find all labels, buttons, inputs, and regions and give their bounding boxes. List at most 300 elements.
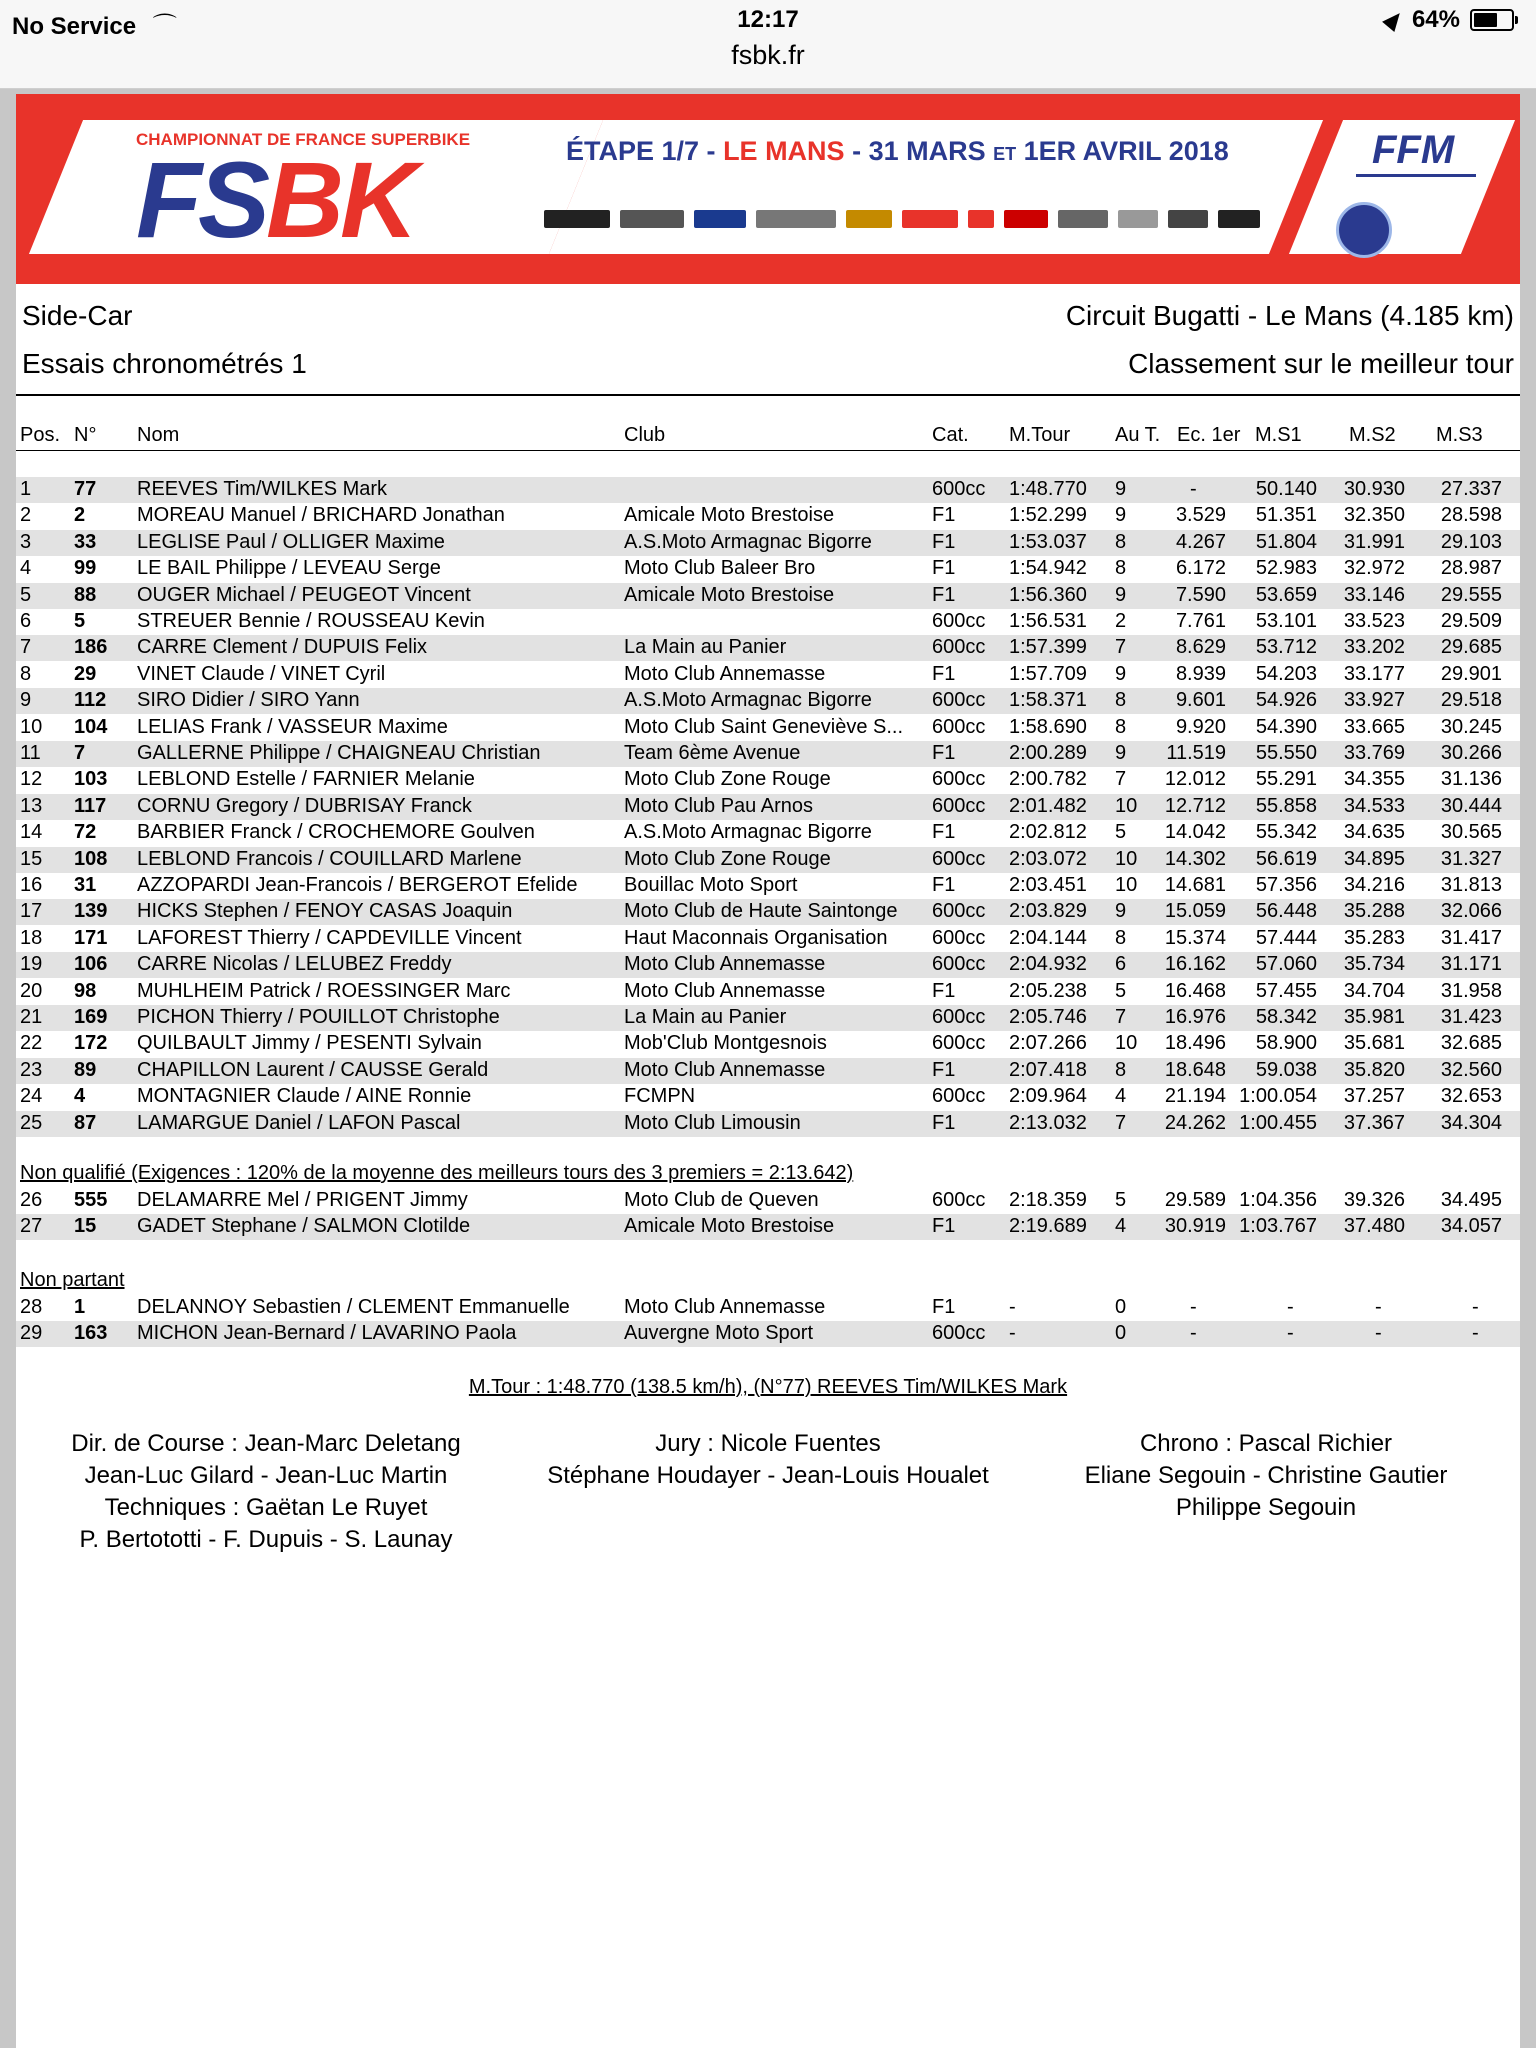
cell-cat: F1 <box>932 821 956 844</box>
cell-pos: 15 <box>20 847 43 870</box>
cell-ms2: 39.326 <box>1343 1189 1405 1211</box>
cell-aut: 5 <box>1115 1189 1127 1211</box>
sponsor-logo <box>1218 210 1260 228</box>
col-gap: Ec. 1er <box>1177 424 1241 446</box>
cell-nom: CARRE Clement / DUPUIS Felix <box>137 636 428 659</box>
sponsor-logo <box>902 210 958 228</box>
cell-mtour: 1:53.037 <box>1009 530 1087 553</box>
cell-pos: 7 <box>20 636 32 659</box>
cell-mtour: 2:03.829 <box>1009 900 1087 923</box>
table-row <box>16 1058 1520 1084</box>
cell-n: 31 <box>74 874 97 896</box>
official-line: Philippe Segouin <box>1175 1494 1357 1521</box>
cell-aut: 4 <box>1115 1215 1127 1238</box>
cell-club: A.S.Moto Armagnac Bigorre <box>624 689 872 712</box>
cell-cat: 600cc <box>932 610 986 632</box>
cell-ms3: 29.103 <box>1440 530 1502 553</box>
cell-aut: 7 <box>1115 768 1127 791</box>
cell-ms1: 59.038 <box>1255 1058 1317 1081</box>
cell-ec: 9.920 <box>1175 715 1226 738</box>
cell-aut: 9 <box>1115 900 1127 923</box>
cell-nom: GALLERNE Philippe / CHAIGNEAU Christian <box>137 742 541 764</box>
cell-nom: CARRE Nicolas / LELUBEZ Freddy <box>137 953 452 976</box>
cell-club: Moto Club Zone Rouge <box>624 847 831 870</box>
cell-ms3: - <box>1472 1296 1479 1318</box>
cell-pos: 4 <box>20 557 32 580</box>
sponsor-logo <box>1168 210 1208 228</box>
cell-cat: F1 <box>932 557 956 580</box>
cell-mtour: 2:01.482 <box>1009 794 1087 817</box>
cell-ec: - <box>1190 1322 1197 1345</box>
status-right <box>1386 6 1514 34</box>
cell-mtour: - <box>1009 1296 1016 1318</box>
table-row <box>16 609 1520 635</box>
cell-n: 555 <box>74 1189 108 1211</box>
sponsor-logo <box>620 210 684 228</box>
cell-ms3: 34.304 <box>1440 1111 1502 1134</box>
cell-mtour: 2:07.266 <box>1009 1032 1087 1055</box>
cell-pos: 14 <box>20 821 43 844</box>
cell-n: 72 <box>74 821 97 844</box>
cell-ms3: 29.901 <box>1440 662 1502 685</box>
cell-nom: MICHON Jean-Bernard / LAVARINO Paola <box>137 1322 517 1345</box>
cell-n: 117 <box>74 794 107 817</box>
table-row <box>16 1214 1520 1240</box>
cell-aut: 9 <box>1115 662 1127 685</box>
cell-ms2: 33.202 <box>1343 636 1405 659</box>
cell-nom: DELANNOY Sebastien / CLEMENT Emmanuelle <box>137 1296 570 1318</box>
sponsor-logo <box>846 210 892 228</box>
cell-ms2: 30.930 <box>1343 478 1405 500</box>
cell-ms3: 32.685 <box>1440 1032 1502 1055</box>
cell-ec: 18.496 <box>1164 1032 1226 1055</box>
cell-club: Haut Maconnais Organisation <box>624 926 888 949</box>
cell-ms1: 55.550 <box>1255 742 1317 764</box>
cell-cat: 600cc <box>932 715 986 738</box>
cell-ec: 16.162 <box>1164 953 1226 976</box>
cell-ms2: 32.350 <box>1343 504 1405 527</box>
cell-mtour: 2:03.072 <box>1009 847 1087 870</box>
cell-cat: F1 <box>932 874 956 896</box>
cell-ec: 14.681 <box>1164 874 1226 896</box>
cell-ms3: 31.423 <box>1440 1006 1502 1028</box>
cell-ms2: 35.820 <box>1343 1058 1405 1081</box>
cell-ec: 16.976 <box>1164 1006 1226 1028</box>
cell-ms3: 32.560 <box>1440 1058 1502 1081</box>
sponsor-strip <box>544 208 1284 230</box>
cell-ms2: 32.972 <box>1343 557 1405 580</box>
cell-n: 7 <box>74 742 86 764</box>
cell-pos: 20 <box>20 979 43 1002</box>
cell-cat: 600cc <box>932 1085 986 1108</box>
cell-nom: HICKS Stephen / FENOY CASAS Joaquin <box>137 900 513 923</box>
cell-ec: 8.939 <box>1175 662 1226 685</box>
federation-underline <box>1356 174 1476 177</box>
results-document <box>16 94 1520 2048</box>
cell-club: Moto Club de Queven <box>624 1189 819 1211</box>
cell-pos: 8 <box>20 662 32 685</box>
cell-ms3: 31.958 <box>1440 979 1502 1002</box>
cell-aut: 5 <box>1115 821 1127 844</box>
cell-pos: 9 <box>20 689 32 712</box>
cell-club: FCMPN <box>624 1085 696 1108</box>
table-row <box>16 1031 1520 1057</box>
table-row <box>16 820 1520 846</box>
cell-n: 4 <box>74 1085 86 1108</box>
cell-ms2: 35.283 <box>1343 926 1405 949</box>
cell-ms1: 53.101 <box>1255 610 1317 632</box>
cell-ms2: 37.257 <box>1343 1085 1405 1108</box>
cell-cat: 600cc <box>932 900 986 923</box>
cell-n: 106 <box>74 953 108 976</box>
cell-aut: 8 <box>1115 926 1127 949</box>
cell-club: Amicale Moto Brestoise <box>624 504 835 527</box>
cell-n: 112 <box>74 689 107 712</box>
cell-aut: 9 <box>1115 504 1127 527</box>
cell-ms1: 1:00.455 <box>1239 1111 1317 1134</box>
cell-pos: 28 <box>20 1296 43 1318</box>
cell-pos: 12 <box>20 768 43 791</box>
cell-mtour: 2:05.746 <box>1009 1006 1087 1028</box>
table-row <box>16 767 1520 793</box>
cell-pos: 5 <box>20 583 32 606</box>
best-lap-summary: M.Tour : 1:48.770 (138.5 km/h), (N°77) REEVES Tim/WILKES Mark <box>468 1376 1068 1398</box>
cell-ec: 12.712 <box>1164 794 1226 817</box>
cell-mtour: 2:00.289 <box>1009 742 1087 764</box>
cell-mtour: 2:02.812 <box>1009 821 1087 844</box>
cell-aut: 7 <box>1115 1111 1127 1134</box>
cell-ms3: 31.171 <box>1440 953 1502 976</box>
cell-ms2: 33.927 <box>1343 689 1405 712</box>
cell-cat: 600cc <box>932 926 986 949</box>
table-row <box>16 952 1520 978</box>
event-stage-title: ÉTAPE 1/7 - LE MANS - 31 MARS ET 1ER AVRIL 2018 <box>566 136 1229 166</box>
cell-mtour: 1:54.942 <box>1009 557 1087 580</box>
cell-ms2: 35.981 <box>1343 1006 1405 1028</box>
sponsor-logo <box>694 210 746 228</box>
cell-pos: 6 <box>20 610 32 632</box>
cell-club: Team 6ème Avenue <box>624 742 801 764</box>
cell-nom: LE BAIL Philippe / LEVEAU Serge <box>137 557 441 580</box>
cell-nom: CHAPILLON Laurent / CAUSSE Gerald <box>137 1058 489 1081</box>
cell-aut: 8 <box>1115 1058 1127 1081</box>
cell-ms1: 1:04.356 <box>1239 1189 1317 1211</box>
official-line: Techniques : Gaëtan Le Ruyet <box>104 1494 428 1521</box>
official-line: Eliane Segouin - Christine Gautier <box>1084 1462 1448 1489</box>
cell-n: 103 <box>74 768 108 791</box>
col-pos: Pos. <box>20 424 61 446</box>
cell-mtour: 1:58.690 <box>1009 715 1087 738</box>
cell-ms1: 58.342 <box>1255 1006 1317 1028</box>
cell-aut: 10 <box>1115 874 1138 896</box>
officials-timekeeping <box>1056 1428 1476 1524</box>
cell-mtour: 2:19.689 <box>1009 1215 1087 1238</box>
carrier-label: No Service <box>12 13 137 40</box>
cell-ms1: 55.342 <box>1255 821 1317 844</box>
cell-aut: 10 <box>1115 847 1138 870</box>
table-row <box>16 583 1520 609</box>
cell-ms1: - <box>1287 1322 1294 1345</box>
col-best-lap: M.Tour <box>1009 424 1071 446</box>
cell-club: Amicale Moto Brestoise <box>624 583 835 606</box>
cell-ms3: 30.245 <box>1440 715 1502 738</box>
cell-ms1: 57.455 <box>1255 979 1317 1002</box>
cell-n: 139 <box>74 900 108 923</box>
cell-club: Mob'Club Montgesnois <box>624 1032 827 1055</box>
cell-cat: 600cc <box>932 768 986 791</box>
cell-ms1: 55.291 <box>1255 768 1317 791</box>
cell-ms3: 29.518 <box>1440 689 1502 712</box>
table-row <box>16 1084 1520 1110</box>
cell-mtour: 1:57.399 <box>1009 636 1087 659</box>
cell-nom: LAFOREST Thierry / CAPDEVILLE Vincent <box>137 926 522 949</box>
cell-ms2: 34.355 <box>1343 768 1405 791</box>
cell-pos: 24 <box>20 1085 43 1108</box>
table-row <box>16 503 1520 529</box>
cell-ms3: 31.813 <box>1440 874 1502 896</box>
col-club: Club <box>624 424 666 446</box>
table-header-rule <box>16 450 1520 451</box>
cell-ec: 7.761 <box>1175 610 1226 632</box>
cell-ec: - <box>1190 1296 1197 1318</box>
table-row <box>16 1005 1520 1031</box>
official-line: Jean-Luc Gilard - Jean-Luc Martin <box>84 1462 448 1489</box>
cell-aut: 8 <box>1115 689 1127 712</box>
cell-club: La Main au Panier <box>624 1006 787 1028</box>
cell-pos: 1 <box>20 478 32 500</box>
cell-ms1: 56.448 <box>1255 900 1317 923</box>
cell-cat: 600cc <box>932 1032 986 1055</box>
header-divider <box>16 394 1520 396</box>
cell-ms3: 31.327 <box>1440 847 1502 870</box>
cell-nom: REEVES Tim/WILKES Mark <box>137 478 388 500</box>
cell-ms1: 53.712 <box>1255 636 1317 659</box>
sponsor-logo <box>756 210 836 228</box>
cell-mtour: 2:03.451 <box>1009 874 1087 896</box>
cell-mtour: 2:07.418 <box>1009 1058 1087 1081</box>
table-row <box>16 530 1520 556</box>
category-title: Side-Car <box>22 300 133 331</box>
sponsor-logo <box>968 210 994 228</box>
cell-aut: 9 <box>1115 583 1127 606</box>
cell-ms3: 30.444 <box>1440 794 1502 817</box>
cell-cat: F1 <box>932 504 956 527</box>
cell-ms3: 32.066 <box>1440 900 1502 923</box>
table-row <box>16 1111 1520 1137</box>
cell-ms3: 34.495 <box>1440 1189 1502 1211</box>
cell-ms3: 29.509 <box>1440 610 1502 632</box>
cell-ms3: 31.136 <box>1440 768 1502 791</box>
cell-cat: 600cc <box>932 794 986 817</box>
cell-club: Moto Club Limousin <box>624 1111 801 1134</box>
cell-pos: 3 <box>20 530 32 553</box>
cell-cat: F1 <box>932 1058 956 1081</box>
col-s1: M.S1 <box>1255 424 1302 446</box>
cell-aut: 4 <box>1115 1085 1127 1108</box>
cell-mtour: 1:56.360 <box>1009 583 1087 606</box>
cell-pos: 16 <box>20 874 43 896</box>
table-header <box>16 424 1520 448</box>
official-line: Stéphane Houdayer - Jean-Louis Houalet <box>547 1462 989 1489</box>
cell-ms3: 30.266 <box>1440 742 1502 764</box>
cell-nom: SIRO Didier / SIRO Yann <box>137 689 360 712</box>
cell-ec: 8.629 <box>1175 636 1226 659</box>
cell-nom: GADET Stephane / SALMON Clotilde <box>137 1215 471 1238</box>
cell-ms2: - <box>1375 1296 1382 1318</box>
cell-club: Moto Club Annemasse <box>624 1058 826 1081</box>
cell-ms2: 35.681 <box>1343 1032 1405 1055</box>
club-emblem-icon <box>1336 202 1392 258</box>
cell-club: A.S.Moto Armagnac Bigorre <box>624 821 872 844</box>
cell-n: 104 <box>74 715 108 738</box>
cell-ms2: 33.665 <box>1343 715 1405 738</box>
table-row <box>16 741 1520 767</box>
table-row <box>16 662 1520 688</box>
cell-club: Moto Club Annemasse <box>624 979 826 1002</box>
cell-ms1: 55.858 <box>1255 794 1317 817</box>
table-row <box>16 979 1520 1005</box>
cell-aut: 5 <box>1115 979 1127 1002</box>
cell-ms1: 1:00.054 <box>1239 1085 1317 1108</box>
cell-ms1: - <box>1287 1296 1294 1318</box>
cell-cat: 600cc <box>932 636 986 659</box>
cell-ms3: 34.057 <box>1440 1215 1502 1238</box>
col-s2: M.S2 <box>1349 424 1396 446</box>
cell-nom: STREUER Bennie / ROUSSEAU Kevin <box>137 610 485 632</box>
cell-ms2: 35.734 <box>1343 953 1405 976</box>
cell-aut: 7 <box>1115 1006 1127 1028</box>
sponsor-logo <box>1004 210 1048 228</box>
cell-cat: 600cc <box>932 953 986 976</box>
cell-cat: F1 <box>932 1296 956 1318</box>
url-bar[interactable]: fsbk.fr <box>731 40 805 70</box>
cell-ms3: 28.987 <box>1440 557 1502 580</box>
circuit-title: Circuit Bugatti - Le Mans (4.185 km) <box>1065 300 1514 331</box>
cell-nom: LELIAS Frank / VASSEUR Maxime <box>137 715 448 738</box>
cell-pos: 17 <box>20 900 43 923</box>
cell-nom: PICHON Thierry / POUILLOT Christophe <box>137 1006 500 1028</box>
table-row <box>16 926 1520 952</box>
cell-aut: 6 <box>1115 953 1127 976</box>
cell-ec: 11.519 <box>1166 742 1226 764</box>
cell-n: 108 <box>74 847 108 870</box>
table-row <box>16 899 1520 925</box>
cell-pos: 19 <box>20 953 43 976</box>
cell-club: Moto Club Annemasse <box>624 662 826 685</box>
col-lap-number: Au T. <box>1115 424 1161 446</box>
cell-nom: DELAMARRE Mel / PRIGENT Jimmy <box>137 1189 468 1211</box>
cell-n: 29 <box>74 662 97 685</box>
cell-ec: 15.059 <box>1164 900 1226 923</box>
cell-n: 98 <box>74 979 97 1002</box>
cell-cat: 600cc <box>932 1322 986 1345</box>
cell-ms2: 33.177 <box>1343 662 1405 685</box>
cell-mtour: 2:18.359 <box>1009 1189 1087 1211</box>
fsbk-logo: FSBK <box>136 139 415 260</box>
cell-ms2: 33.146 <box>1343 583 1405 606</box>
cell-ms1: 53.659 <box>1255 583 1317 606</box>
cell-ms3: 28.598 <box>1440 504 1502 527</box>
cell-ms1: 54.390 <box>1255 715 1317 738</box>
cell-ms1: 57.444 <box>1255 926 1317 949</box>
cell-club: Moto Club Annemasse <box>624 953 826 976</box>
cell-ms2: 37.480 <box>1343 1215 1405 1238</box>
cell-ms1: 51.804 <box>1255 530 1317 553</box>
cell-pos: 27 <box>20 1215 43 1238</box>
cell-pos: 10 <box>20 715 43 738</box>
cell-ec: 30.919 <box>1164 1215 1226 1238</box>
cell-n: 172 <box>74 1032 108 1055</box>
cell-pos: 23 <box>20 1058 43 1081</box>
clock: 12:17 <box>737 6 799 33</box>
cell-ms1: 56.619 <box>1255 847 1317 870</box>
table-row <box>16 1188 1520 1214</box>
cell-mtour: 1:48.770 <box>1009 478 1087 500</box>
wifi-icon: ⌒ <box>152 13 177 40</box>
cell-ms3: 27.337 <box>1440 478 1502 500</box>
col-s3: M.S3 <box>1436 424 1483 446</box>
cell-mtour: 1:57.709 <box>1009 662 1087 685</box>
cell-ms3: 31.417 <box>1440 926 1502 949</box>
cell-cat: F1 <box>932 1215 956 1238</box>
cell-ms3: 30.565 <box>1440 821 1502 844</box>
cell-nom: VINET Claude / VINET Cyril <box>137 662 386 685</box>
cell-cat: F1 <box>932 1111 956 1134</box>
officials-race-direction <box>56 1428 476 1556</box>
cell-ms1: 52.983 <box>1255 557 1317 580</box>
cell-mtour: 1:52.299 <box>1009 504 1087 527</box>
cell-ms3: 29.555 <box>1440 583 1502 606</box>
cell-cat: F1 <box>932 979 956 1002</box>
cell-n: 186 <box>74 636 108 659</box>
cell-club: Moto Club Pau Arnos <box>624 794 813 817</box>
official-line: P. Bertototti - F. Dupuis - S. Launay <box>79 1526 453 1553</box>
cell-ms1: 58.900 <box>1255 1032 1317 1055</box>
cell-ec: - <box>1190 478 1197 500</box>
cell-aut: 8 <box>1115 715 1127 738</box>
cell-ms2: 31.991 <box>1343 530 1405 553</box>
table-row <box>16 873 1520 899</box>
battery-percent: 64% <box>1411 6 1460 33</box>
cell-pos: 21 <box>20 1006 43 1028</box>
cell-ec: 6.172 <box>1175 557 1226 580</box>
cell-ec: 21.194 <box>1164 1085 1226 1108</box>
sponsor-logo <box>1058 210 1108 228</box>
cell-aut: 9 <box>1115 742 1127 764</box>
cell-aut: 7 <box>1115 636 1127 659</box>
cell-ec: 9.601 <box>1175 689 1226 712</box>
cell-club: Moto Club Annemasse <box>624 1296 826 1318</box>
table-row <box>16 477 1520 503</box>
cell-mtour: 2:04.932 <box>1009 953 1087 976</box>
cell-n: 87 <box>74 1111 97 1134</box>
col-number: N° <box>74 424 97 446</box>
table-row <box>16 794 1520 820</box>
cell-ms2: - <box>1375 1322 1382 1345</box>
cell-cat: F1 <box>932 530 956 553</box>
cell-ec: 3.529 <box>1175 504 1226 527</box>
cell-ms1: 51.351 <box>1255 504 1317 527</box>
cell-cat: 600cc <box>932 1189 986 1211</box>
ranking-title: Classement sur le meilleur tour <box>1128 348 1514 379</box>
cell-ms1: 54.926 <box>1255 689 1317 712</box>
cell-nom: MONTAGNIER Claude / AINE Ronnie <box>137 1085 472 1108</box>
cell-nom: LEGLISE Paul / OLLIGER Maxime <box>137 530 445 553</box>
cell-nom: AZZOPARDI Jean-Francois / BERGEROT Efelide <box>137 874 578 896</box>
table-row <box>16 635 1520 661</box>
official-line: Chrono : Pascal Richier <box>1139 1430 1393 1457</box>
cell-cat: F1 <box>932 742 956 764</box>
